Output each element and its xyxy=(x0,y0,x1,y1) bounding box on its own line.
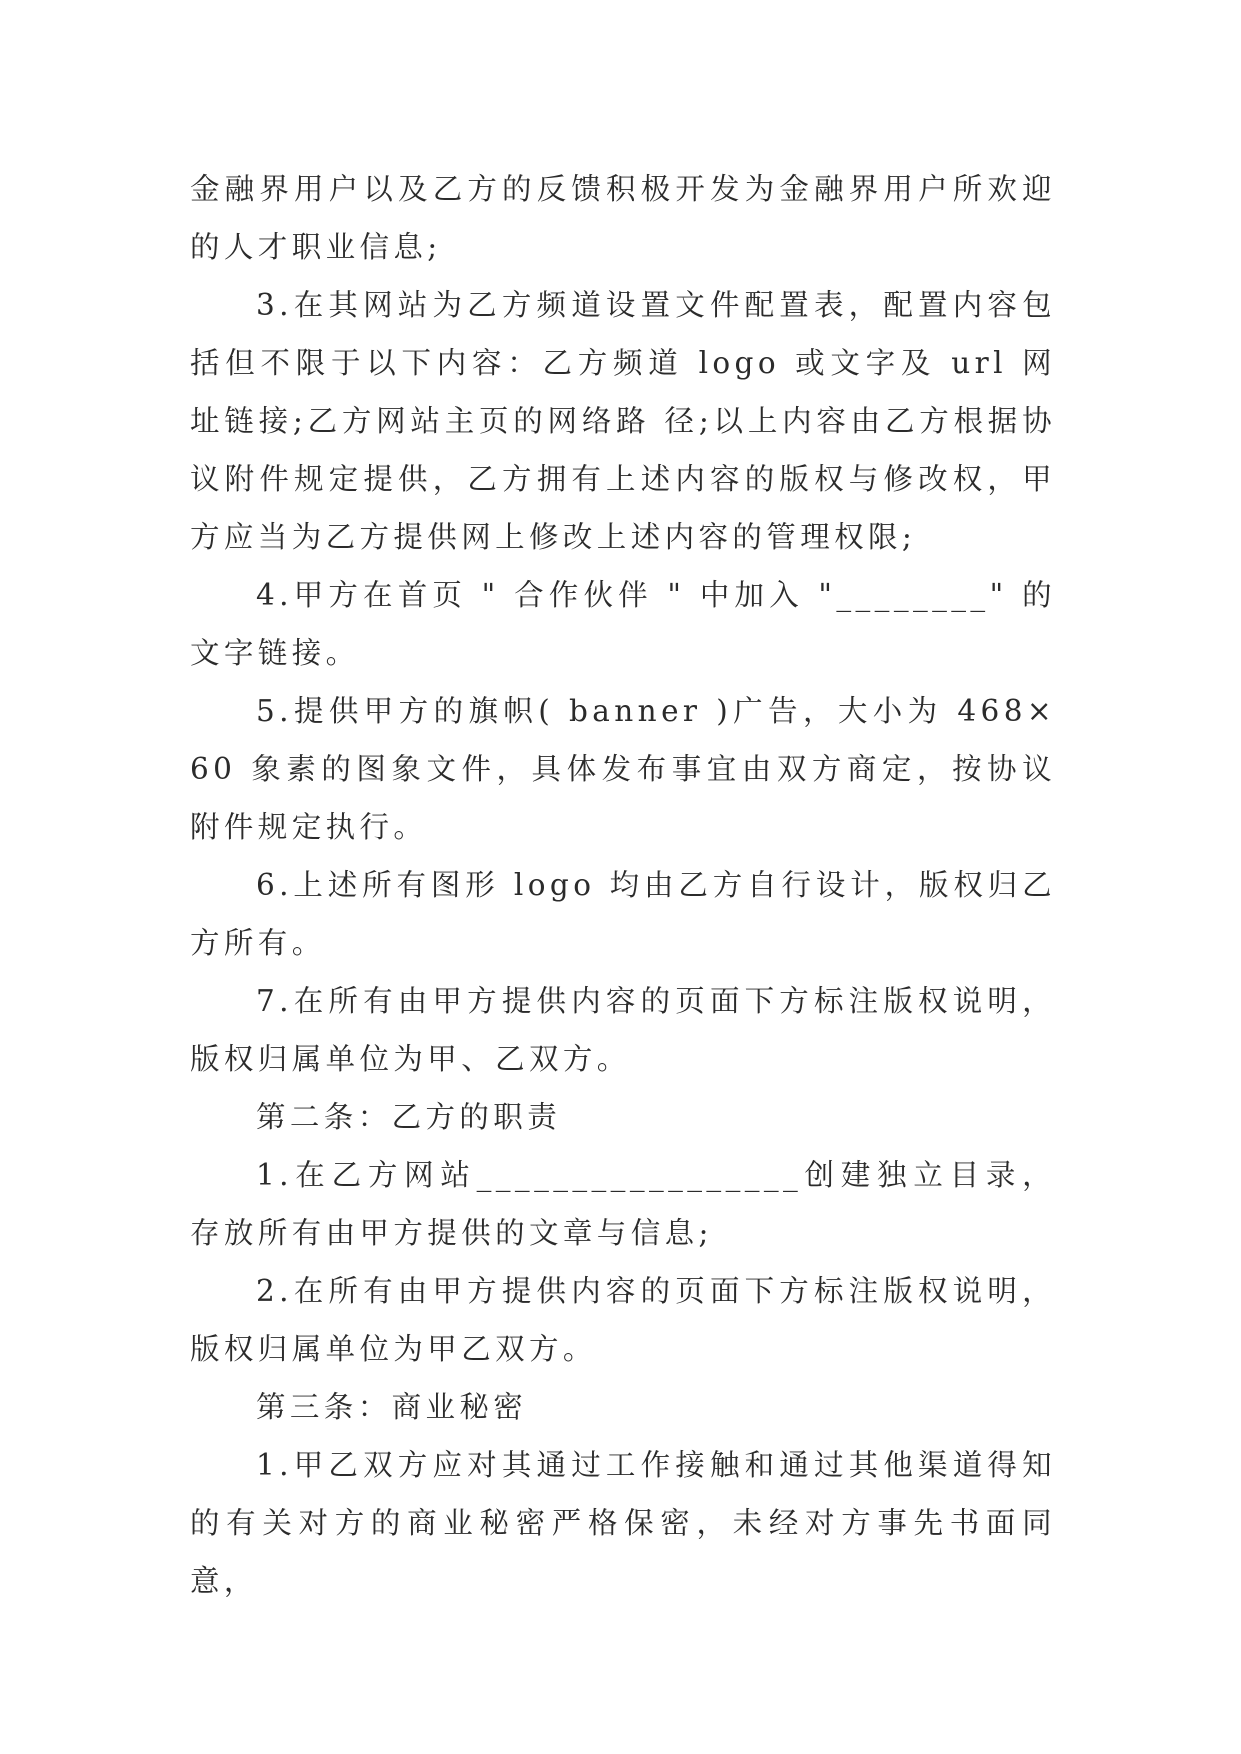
section-heading-article-3: 第三条：商业秘密 xyxy=(256,1390,528,1424)
paragraph-article-2-item-2: 2.在所有由甲方提供内容的页面下方标注版权说明，版权归属单位为甲乙双方。 xyxy=(190,1274,1056,1366)
paragraph-continuation: 金融界用户以及乙方的反馈积极开发为金融界用户所欢迎的人才职业信息; xyxy=(190,172,1056,264)
section-heading-article-2: 第二条：乙方的职责 xyxy=(256,1100,562,1134)
paragraph-article-3-item-1: 1.甲乙双方应对其通过工作接触和通过其他渠道得知的有关对方的商业秘密严格保密，未经对方事先书面同意， xyxy=(190,1448,1056,1598)
paragraph-item-4: 4.甲方在首页 " 合作伙伴 " 中加入 "________" 的文字链接。 xyxy=(190,578,1056,670)
paragraph-item-6: 6.上述所有图形 logo 均由乙方自行设计，版权归乙方所有。 xyxy=(190,868,1056,960)
paragraph-article-2-item-1: 1.在乙方网站_________________创建独立目录，存放所有由甲方提供的文章与信息; xyxy=(190,1158,1056,1250)
paragraph-item-5: 5.提供甲方的旗帜( banner )广告，大小为 468×60 象素的图象文件，具体发布事宜由双方商定，按协议附件规定执行。 xyxy=(190,694,1056,844)
document-body xyxy=(190,160,1056,1610)
paragraph-item-3: 3.在其网站为乙方频道设置文件配置表，配置内容包括但不限于以下内容：乙方频道 logo 或文字及 url 网址链接;乙方网站主页的网络路 径;以上内容由乙方根据协议附件规定提供，乙方拥有上述内容的版权与修改权，甲方应当为乙方提供网上修改上述内容的管理权限; xyxy=(190,288,1056,554)
paragraph-item-7: 7.在所有由甲方提供内容的页面下方标注版权说明，版权归属单位为甲、乙双方。 xyxy=(190,984,1056,1076)
